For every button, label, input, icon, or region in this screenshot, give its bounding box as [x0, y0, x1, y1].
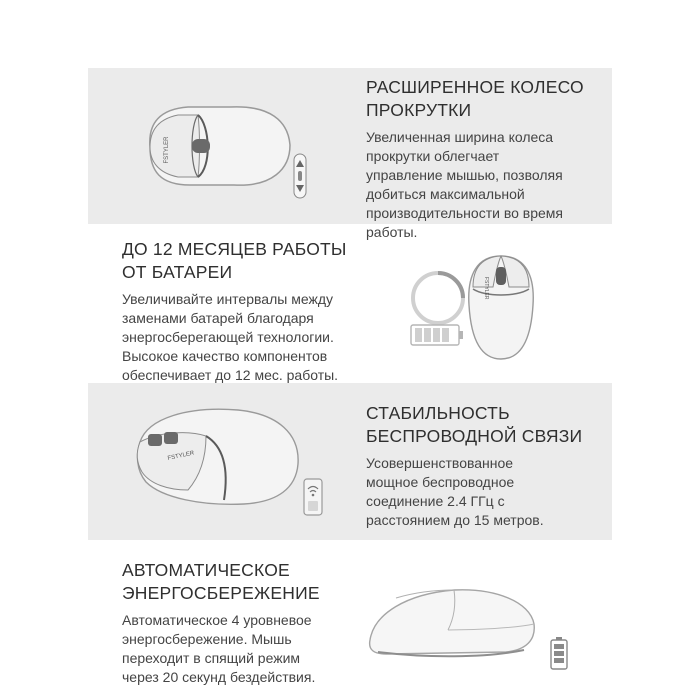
mouse-top-view-image — [140, 95, 310, 195]
feature-description: Автоматическое 4 уровневое энергосбережение. Мышь переходит в спящий режим через 20 секунд бездействия. — [122, 612, 316, 685]
mouse-side-view-image — [366, 578, 538, 668]
battery-icon — [550, 636, 568, 670]
battery-icon — [410, 324, 464, 346]
scroll-arrows-icon — [292, 152, 308, 200]
feature-description: Усовершенствованное мощное беспроводное соединение 2.4 ГГц с расстоянием до 15 метров. — [366, 455, 544, 528]
mouse-front-view-image — [465, 253, 537, 363]
feature-description: Увеличенная ширина колеса прокрутки облегчает управление мышью, позволяя добиться максимальной производительности во время работы. — [366, 129, 563, 240]
feature-scroll-wheel — [366, 76, 606, 242]
feature-title: ДО 12 МЕСЯЦЕВ РАБОТЫ ОТ БАТАРЕИ — [122, 239, 347, 282]
feature-description: Увеличивайте интервалы между заменами батарей благодаря энергосберегающей технологии. Высокое качество компонентов обеспечивает до 12 мес. работы. — [122, 291, 339, 383]
mouse-angled-view-image — [128, 402, 308, 510]
usb-receiver-icon — [302, 477, 324, 517]
svg-text:FSTYLER: FSTYLER — [164, 136, 170, 164]
svg-text:FSTYLER: FSTYLER — [483, 277, 489, 300]
feature-title: РАСШИРЕННОЕ КОЛЕСО ПРОКРУТКИ — [366, 77, 584, 120]
feature-title: СТАБИЛЬНОСТЬ БЕСПРОВОДНОЙ СВЯЗИ — [366, 403, 583, 446]
feature-auto-power-saving — [122, 559, 382, 687]
feature-title: АВТОМАТИЧЕСКОЕ ЭНЕРГОСБЕРЕЖЕНИЕ — [122, 560, 320, 603]
svg-text:FSTYLER: FSTYLER — [167, 450, 195, 462]
battery-ring-icon — [410, 270, 466, 326]
feature-battery-life — [122, 238, 382, 385]
feature-wireless-stability — [366, 402, 606, 530]
